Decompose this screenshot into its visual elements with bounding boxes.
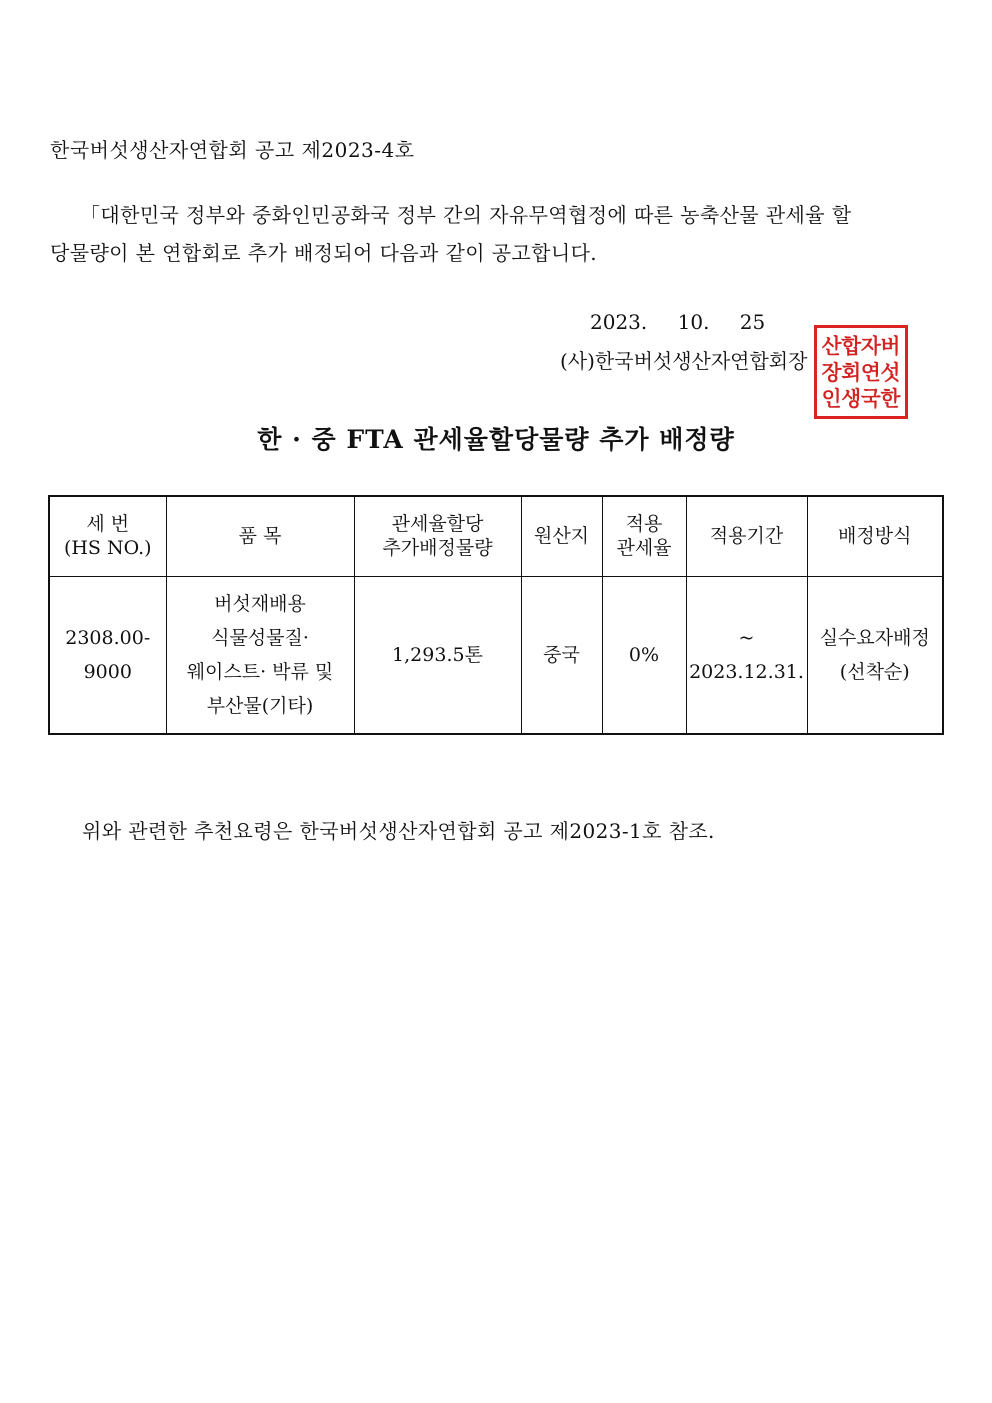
cell-item: 버섯재배용 식물성물질· 웨이스트· 박류 및 부산물(기타)	[166, 576, 354, 734]
seal-character: 연	[860, 360, 881, 385]
issue-date: 2023. 10. 25	[590, 310, 766, 334]
table-title: 한 · 중 FTA 관세율할당물량 추가 배정량	[257, 425, 735, 454]
seal-character: 산	[821, 334, 842, 359]
header-hs-no: 세 번 (HS NO.)	[49, 496, 166, 576]
table-header-row	[49, 496, 943, 576]
cell-allocation-method: 실수요자배정 (선착순)	[807, 576, 943, 734]
header-allocation-method: 배정방식	[807, 496, 943, 576]
seal-character: 자	[860, 334, 881, 359]
seal-character: 인	[821, 386, 842, 411]
quota-allocation-table	[48, 495, 944, 735]
cell-period: ~ 2023.12.31.	[686, 576, 807, 734]
header-origin: 원산지	[521, 496, 602, 576]
seal-character: 생	[841, 386, 862, 411]
seal-stamp-icon	[817, 328, 905, 416]
cell-origin: 중국	[521, 576, 602, 734]
notice-number: 한국버섯생산자연합회 공고 제2023-4호	[50, 138, 415, 162]
seal-character: 버	[880, 334, 901, 359]
seal-character: 한	[880, 386, 901, 411]
official-seal-stamp	[814, 325, 908, 419]
seal-character: 회	[841, 360, 862, 385]
cell-applied-tariff: 0%	[602, 576, 686, 734]
intro-paragraph	[50, 196, 942, 272]
header-applied-tariff: 적용 관세율	[602, 496, 686, 576]
cell-additional-quota: 1,293.5톤	[354, 576, 521, 734]
intro-line-1: 「대한민국 정부와 중화인민공화국 정부 간의 자유무역협정에 따른 농축산물 관세율 할	[80, 203, 852, 227]
seal-character: 국	[860, 386, 881, 411]
footnote: 위와 관련한 추천요령은 한국버섯생산자연합회 공고 제2023-1호 참조.	[82, 819, 715, 843]
issuer-name: (사)한국버섯생산자연합회장	[560, 349, 808, 373]
seal-character: 장	[821, 360, 842, 385]
seal-character: 섯	[880, 360, 901, 385]
header-additional-quota: 관세율할당 추가배정물량	[354, 496, 521, 576]
cell-hs-no: 2308.00- 9000	[49, 576, 166, 734]
intro-line-2: 당물량이 본 연합회로 추가 배정되어 다음과 같이 공고합니다.	[50, 241, 598, 265]
header-item: 품 목	[166, 496, 354, 576]
table-row	[49, 576, 943, 734]
header-period: 적용기간	[686, 496, 807, 576]
seal-character: 합	[841, 334, 862, 359]
